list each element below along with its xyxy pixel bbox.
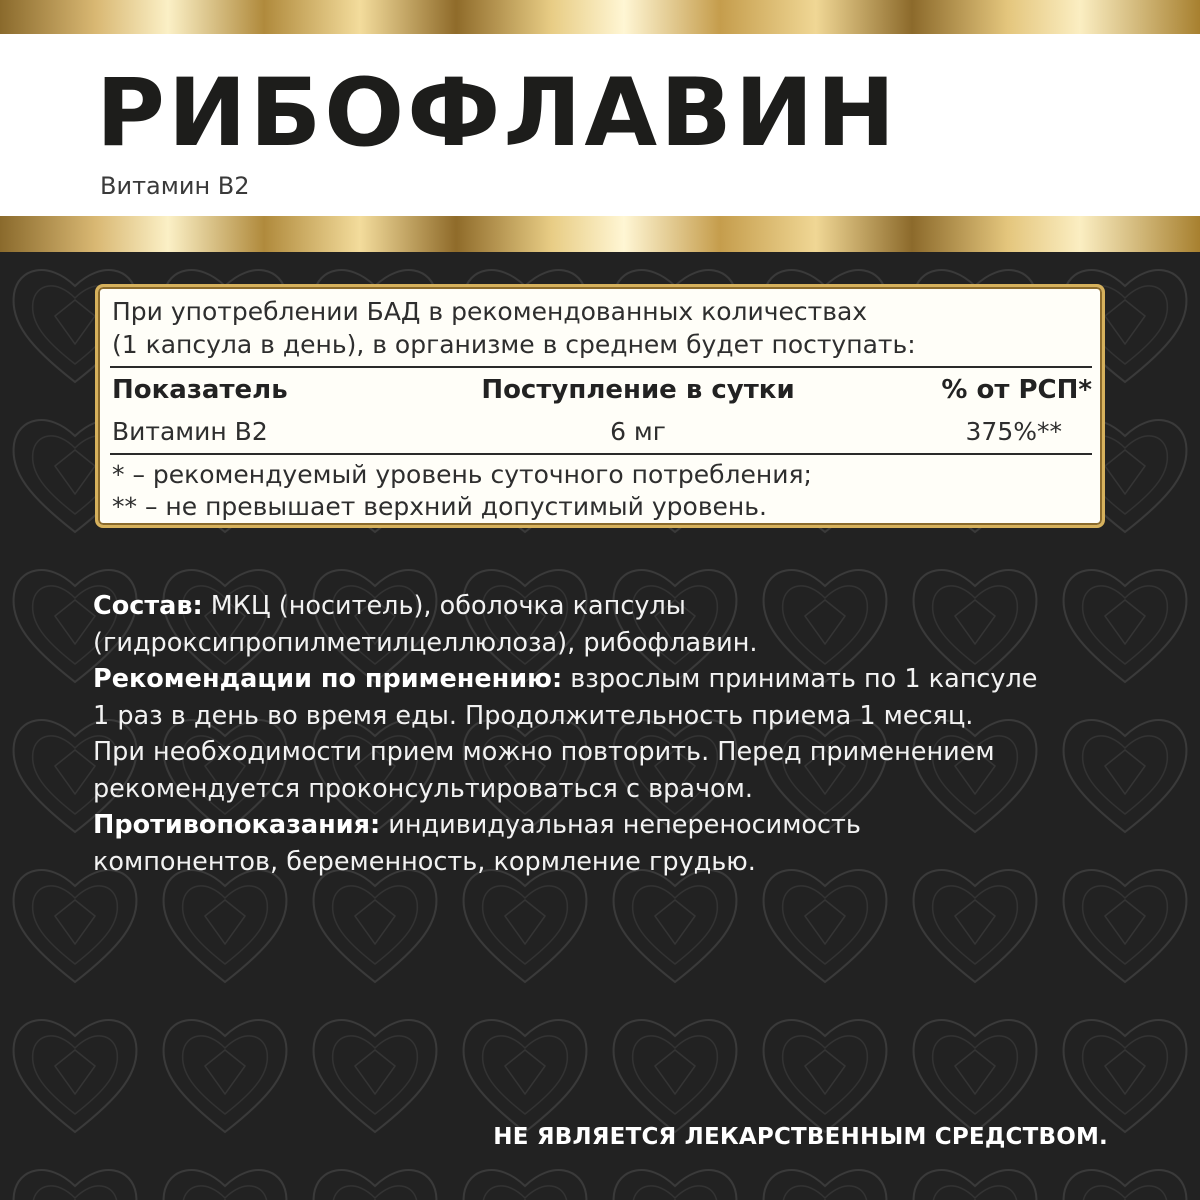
column-header-indicator: Показатель [112,375,288,405]
contraindications-text-2: компонентов, беременность, кормление грудью. [93,846,756,877]
footnote-upper-limit: ** – не превышает верхний допустимый уровень. [112,492,767,521]
contraindications-text-1: индивидуальная непереносимость [380,810,861,840]
usage-text-4: рекомендуется проконсультироваться с врачом. [93,773,753,804]
gold-stripe-top [0,0,1200,34]
intake-intro [112,295,916,361]
usage-text-3: При необходимости прием можно повторить. Перед применением [93,737,995,767]
column-header-percent-rda: % от РСП* [941,375,1092,405]
usage-line-1 [93,661,1123,698]
not-a-medicine-disclaimer: НЕ ЯВЛЯЕТСЯ ЛЕКАРСТВЕННЫМ СРЕДСТВОМ. [493,1124,1108,1150]
table-bottom-divider [110,453,1092,455]
gold-stripe-middle [0,216,1200,252]
composition-text-1: МКЦ (носитель), оболочка капсулы [202,591,686,621]
contraindications-label: Противопоказания: [93,810,381,840]
table-row-indicator: Витамин В2 [112,417,268,446]
intake-intro-line-1: При употреблении БАД в рекомендованных количествах [112,297,868,326]
usage-text-1: взрослым принимать по 1 капсуле [562,664,1038,694]
column-header-daily-intake: Поступление в сутки [481,375,795,405]
product-description [93,588,1123,880]
product-title: РИБОФЛАВИН [96,59,899,168]
table-row-daily-intake: 6 мг [610,417,666,446]
contraindications-line-1 [93,807,1123,844]
usage-text-2: 1 раз в день во время еды. Продолжительность приема 1 месяц. [93,700,974,731]
usage-label: Рекомендации по применению: [93,664,563,694]
composition-label: Состав: [93,591,203,621]
table-row-percent-rda: 375%** [965,417,1062,446]
composition-line-1 [93,588,1123,625]
product-subtitle: Витамин В2 [100,172,250,200]
footnote-rda: * – рекомендуемый уровень суточного потребления; [112,460,812,489]
table-top-divider [110,366,1092,368]
composition-text-2: (гидроксипропилметилцеллюлоза), рибофлавин. [93,627,758,658]
daily-intake-box [95,284,1105,528]
intake-intro-line-2: (1 капсула в день), в организме в среднем будет поступать: [112,330,916,359]
footnotes [112,459,812,523]
header-panel [0,34,1200,216]
